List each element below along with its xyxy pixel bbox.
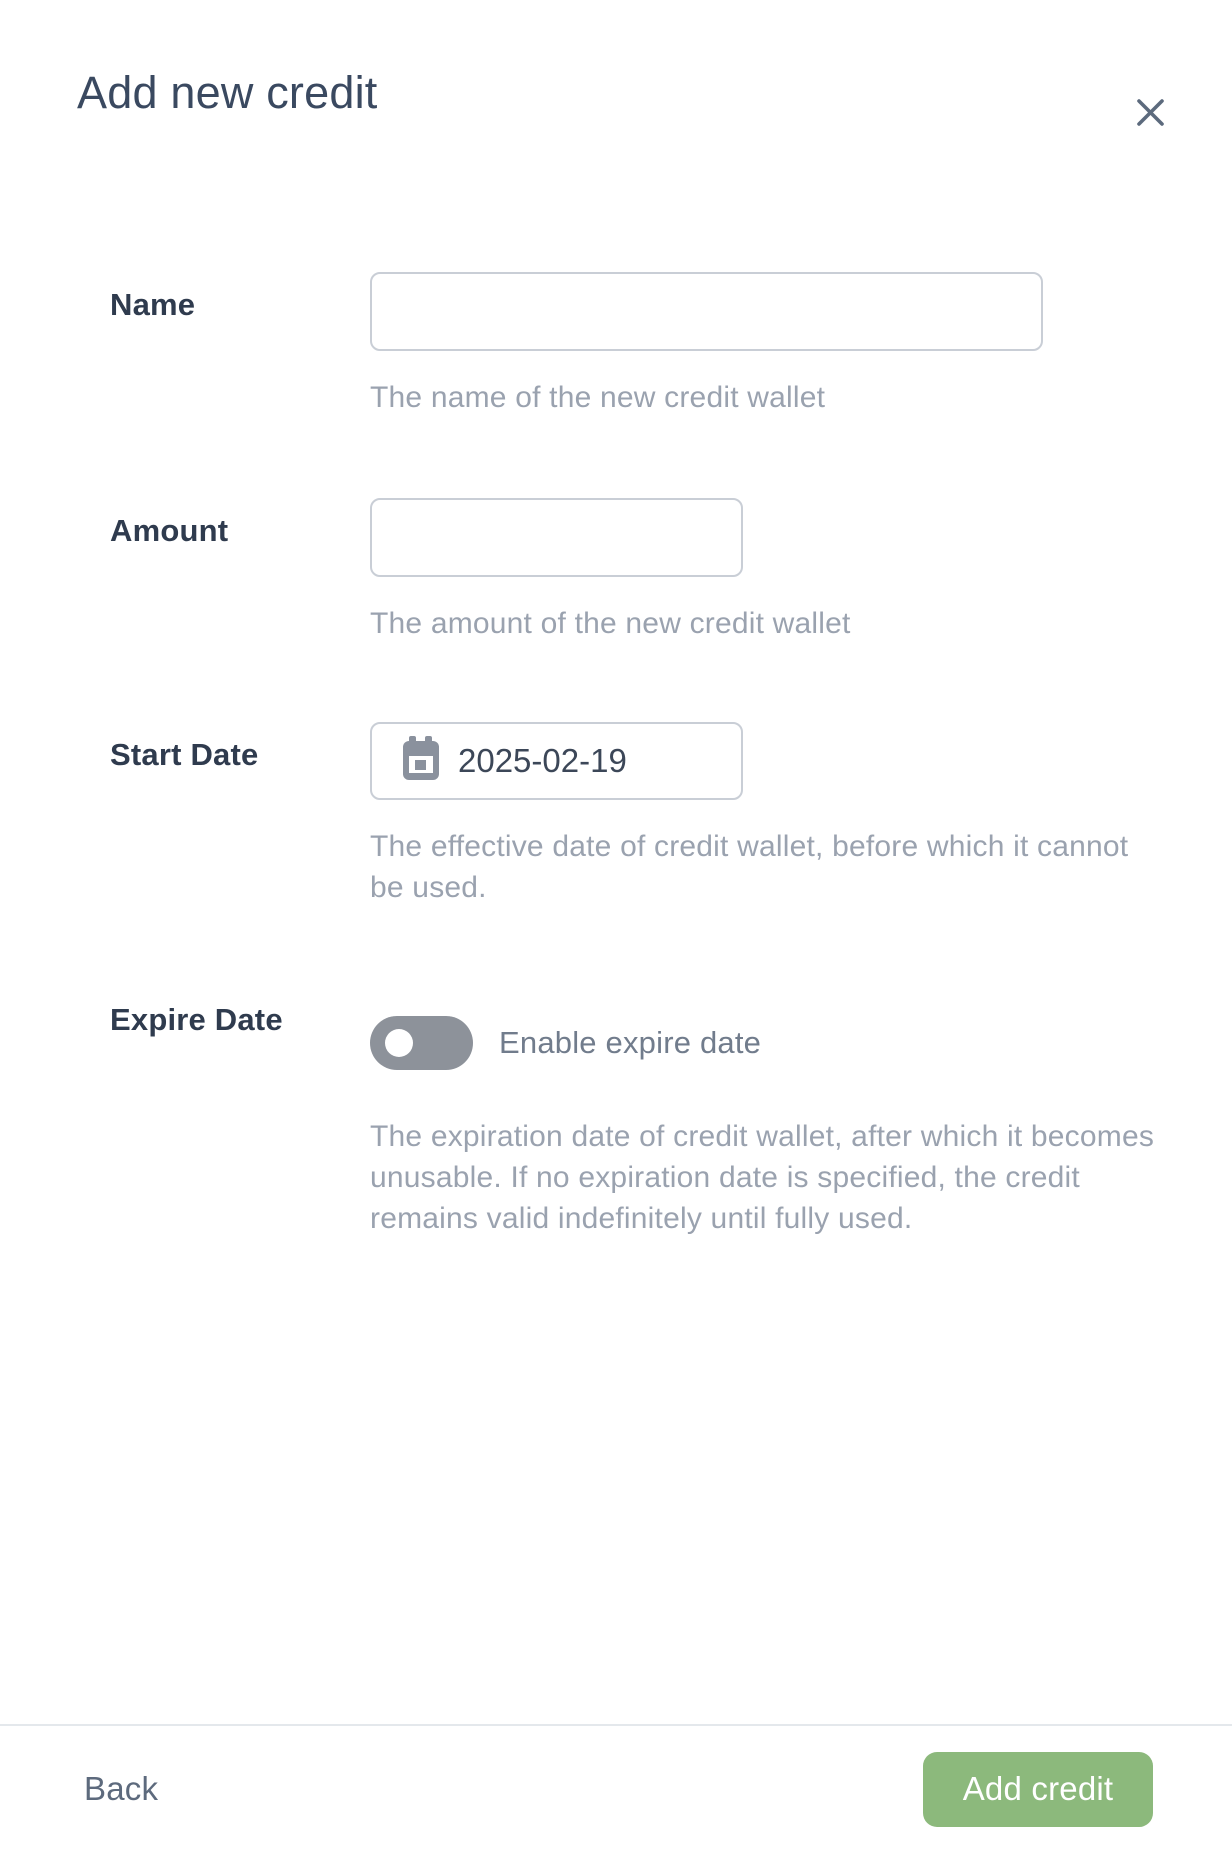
modal-footer xyxy=(0,1724,1232,1852)
add-credit-button[interactable]: Add credit xyxy=(923,1752,1153,1827)
amount-control xyxy=(370,498,1232,644)
expire-toggle-line xyxy=(370,1002,1232,1070)
name-label: Name xyxy=(110,287,196,322)
name-field-row xyxy=(0,272,1232,418)
amount-label: Amount xyxy=(110,513,229,548)
calendar-icon xyxy=(402,736,440,786)
toggle-knob xyxy=(385,1029,413,1057)
expire-date-helper-text: The expiration date of credit wallet, after which it becomes unusable. If no expiration date is specified, the credit remains valid indefinitely until fully used. xyxy=(370,1120,1155,1235)
expire-date-field-row xyxy=(0,1002,1232,1239)
amount-helper-text: The amount of the new credit wallet xyxy=(370,607,851,640)
start-date-value: 2025-02-19 xyxy=(458,742,627,779)
start-date-control xyxy=(370,722,1232,908)
start-date-field-row xyxy=(0,722,1232,908)
expire-date-control xyxy=(370,1002,1232,1239)
start-date-label: Start Date xyxy=(110,737,259,772)
start-date-picker[interactable] xyxy=(370,722,743,800)
amount-input[interactable] xyxy=(370,498,743,577)
expire-date-label: Expire Date xyxy=(110,1002,283,1037)
page-title: Add new credit xyxy=(77,67,378,118)
close-button[interactable] xyxy=(1128,90,1172,134)
name-input[interactable] xyxy=(370,272,1043,351)
start-date-helper-text: The effective date of credit wallet, before which it cannot be used. xyxy=(370,830,1129,904)
name-control xyxy=(370,272,1232,418)
amount-field-row xyxy=(0,498,1232,644)
enable-expire-date-toggle[interactable] xyxy=(370,1016,473,1070)
close-icon xyxy=(1137,99,1164,126)
add-credit-form xyxy=(0,272,1232,1239)
enable-expire-date-label: Enable expire date xyxy=(499,1025,762,1060)
name-helper-text: The name of the new credit wallet xyxy=(370,381,826,414)
modal-header xyxy=(0,0,1232,120)
back-button[interactable]: Back xyxy=(84,1770,159,1807)
